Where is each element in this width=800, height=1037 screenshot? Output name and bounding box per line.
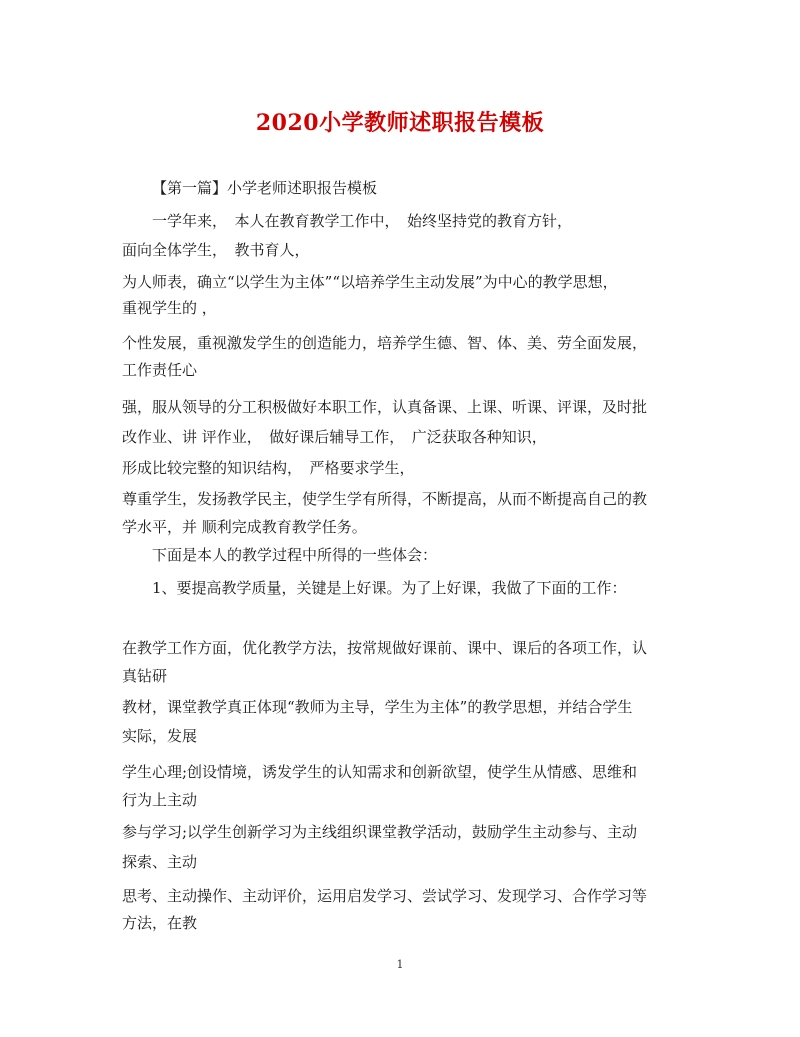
paragraph-line: 教材，课堂教学真正体现“教师为主导，学生为主体”的教学思想，并结合学生 [122, 698, 633, 716]
paragraph-line: 为人师表，确立“以学生为主体”“以培养学生主动发展”为中心的教学思想， [122, 273, 618, 291]
paragraph-line: 参与学习;以学生创新学习为主线组织课堂教学活动，鼓励学生主动参与、主动 [122, 823, 638, 841]
paragraph-line: 重视学生的 ， [122, 299, 217, 317]
paragraph-line: 学水平，并 顺利完成教育教学任务。 [122, 518, 367, 536]
paragraph-line: 工作责任心 [122, 361, 198, 379]
paragraph-line: 探索、主动 [122, 853, 198, 871]
paragraph-line: 强，服从领导的分工积极做好本职工作，认真备课、上课、听课、评课，及时批 [122, 398, 648, 416]
paragraph-line: 1、要提高教学质量，关键是上好课。为了上好课，我做了下面的工作： [152, 579, 627, 597]
paragraph-line: 思考、主动操作、主动评价，运用启发学习、尝试学习、发现学习、合作学习等 [122, 887, 648, 905]
paragraph-line: 学生心理;创设情境，诱发学生的认知需求和创新欲望，使学生从情感、思维和 [122, 763, 638, 781]
paragraph-line: 下面是本人的教学过程中所得的一些体会： [152, 546, 438, 564]
document-title: 2020小学教师述职报告模板 [255, 110, 545, 136]
paragraph-line: 改作业、讲 评作业， 做好课后辅导工作， 广泛获取各种知识， [122, 428, 547, 446]
paragraph-line: 真钻研 [122, 667, 168, 685]
paragraph-line: 一学年来， 本人在教育教学工作中， 始终坚持党的教育方针， [152, 212, 573, 230]
paragraph-line: 个性发展，重视激发学生的创造能力，培养学生德、智、体、美、劳全面发展， [122, 334, 648, 352]
paragraph-line: 行为上主动 [122, 791, 198, 809]
paragraph-line: 方法，在教 [122, 914, 198, 932]
paragraph-line: 尊重学生，发扬教学民主，使学生学有所得，不断提高，从而不断提高自己的教 [122, 490, 648, 508]
paragraph-line: 形成比较完整的知识结构， 严格要求学生， [122, 459, 415, 477]
page-number: 1 [396, 958, 404, 971]
paragraph-line: 实际，发展 [122, 727, 198, 745]
section-heading: 【第一篇】小学老师述职报告模板 [152, 179, 378, 197]
paragraph-line: 在教学工作方面，优化教学方法，按常规做好课前、课中、课后的各项工作，认 [122, 639, 648, 657]
paragraph-line: 面向全体学生， 教书育人， [122, 241, 310, 259]
